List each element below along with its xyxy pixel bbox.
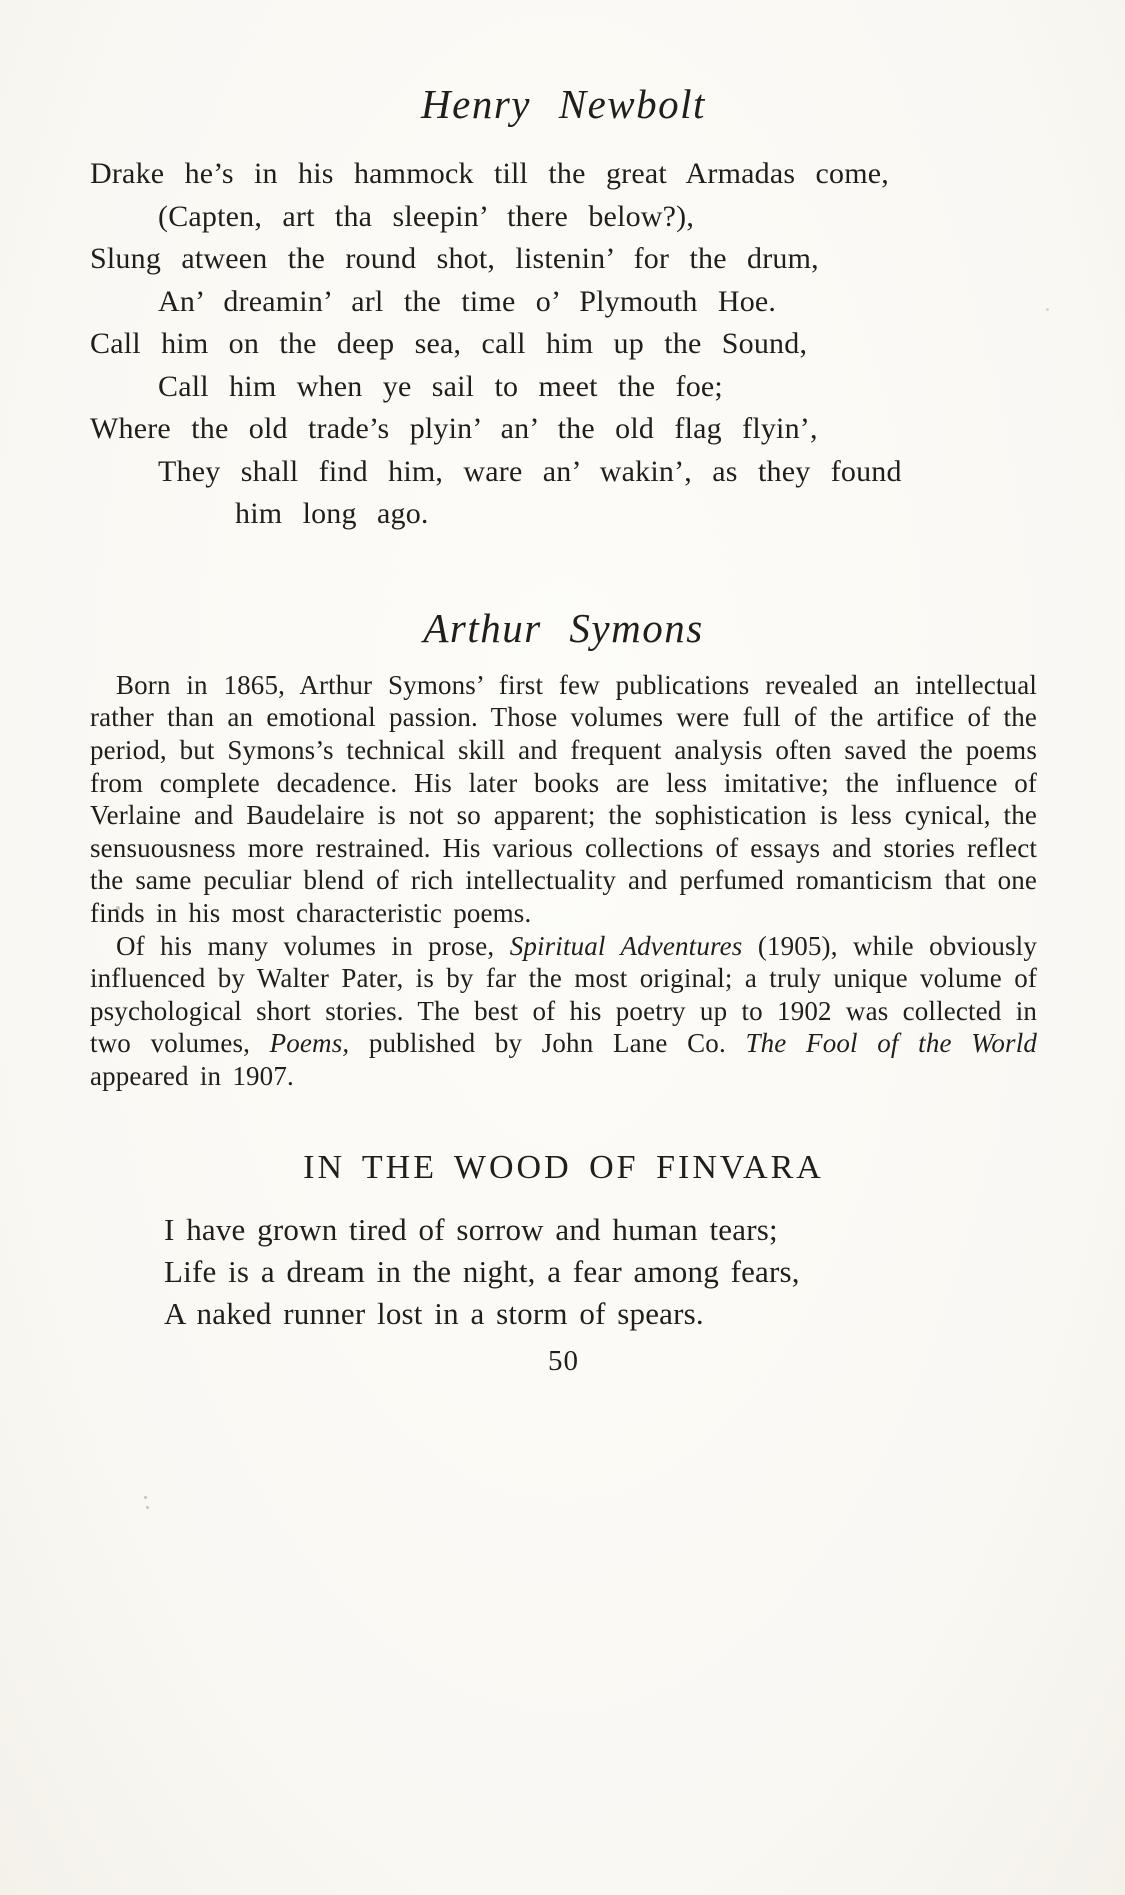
finvara-poem-stanza [90,1209,1037,1335]
symons-prose-paragraph [90,930,1037,1093]
scan-artifact [116,906,120,910]
poem-line: him long ago. [235,497,429,531]
newbolt-poem-stanza [90,153,1037,536]
poem-line: Drake he’s in his hammock till the great Armadas come, [90,157,890,191]
prose-segment: appeared in 1907. [90,1061,294,1091]
poem-line: An’ dreamin’ arl the time o’ Plymouth Hoe. [158,284,777,318]
author-heading-newbolt: Henry Newbolt [421,81,706,127]
poem-line: Where the old trade’s plyin’ an’ the old flag flyin’, [90,412,818,446]
scan-artifact [144,1496,147,1499]
poem-line: Call him on the deep sea, call him up the Sound, [90,327,808,361]
page-number: 50 [548,1344,579,1377]
poem-line: Life is a dream in the night, a fear among fears, [164,1253,800,1289]
poem-line: They shall find him, ware an’ wakin’, as they found [158,454,902,488]
poem-line: Call him when ye sail to meet the foe; [158,369,723,403]
book-title-fool-of-the-world: The Fool of the World [745,1028,1037,1059]
poem-line: (Capten, art tha sleepin’ there below?), [158,199,695,233]
poem-line: I have grown tired of sorrow and human tears; [164,1211,778,1247]
symons-bio-paragraph: Born in 1865, Arthur Symons’ first few publications revealed an intellectual rather than an emotional passion. Those volumes were full of the artifice of the period, but Symons’s technical skill and frequent analysis often saved the poems from complete decadence. His later books are less imitative; the influence of Verlaine and Baudelaire is not so apparent; the sophistication is less cynical, the sensuousness more restrained. His various collections of essays and stories reflect the same peculiar blend of rich intellectuality and perfumed romanticism that one finds in his most characteristic poems. [90,669,1037,929]
scan-artifact [146,1506,149,1509]
prose-segment: published by John Lane Co. [349,1028,746,1059]
prose-segment: (1905), while obviously influenced by Walter Pater, is by far the most original; a truly unique volume of psychological short stories. The best of his poetry up to 1902 was collected in two volumes, [90,930,1037,1059]
poem-line: A naked runner lost in a storm of spears. [164,1295,704,1331]
poem-title-finvara: IN THE WOOD OF FINVARA [303,1148,824,1186]
prose-segment: Of his many volumes in prose, [116,930,510,961]
poem-line: Slung atween the round shot, listenin’ for the drum, [90,242,819,276]
scan-artifact [1046,308,1049,311]
book-title-poems: Poems, [269,1028,350,1059]
author-heading-symons: Arthur Symons [423,604,704,651]
book-title-spiritual-adventures: Spiritual Adventures [509,930,743,961]
